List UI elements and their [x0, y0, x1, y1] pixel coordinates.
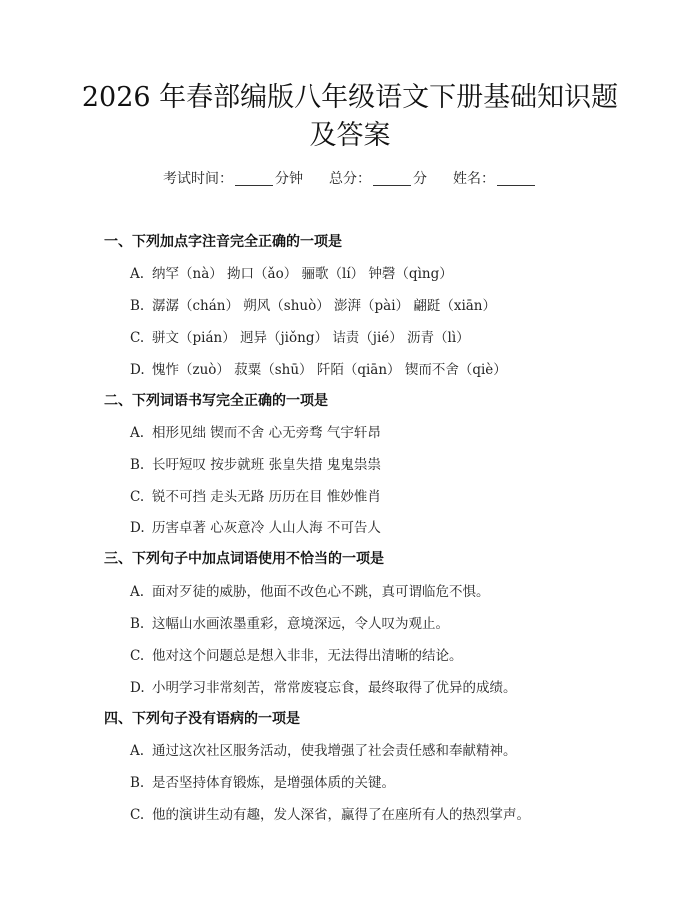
option-letter: D.	[130, 520, 145, 536]
option-2c[interactable]	[130, 485, 381, 505]
time-unit: 分钟	[275, 171, 303, 187]
option-text: 小明学习非常刻苦，常常废寝忘食，最终取得了优异的成绩。	[152, 680, 517, 696]
option-text: 相形见绌 锲而不舍 心无旁骛 气宇轩昂	[152, 425, 381, 441]
option-3a[interactable]	[130, 580, 490, 600]
question-4-heading: 四、下列句子没有语病的一项是	[104, 711, 300, 727]
option-3d[interactable]	[130, 676, 517, 696]
option-letter: B.	[130, 775, 145, 791]
option-letter: A.	[130, 584, 145, 600]
option-4c[interactable]	[130, 803, 530, 823]
option-letter: C.	[130, 648, 145, 664]
option-1a[interactable]	[130, 262, 453, 282]
page-title: 2026 年春部编版八年级语文下册基础知识题	[81, 82, 619, 113]
name-label: 姓名：	[453, 171, 495, 187]
option-text: 通过这次社区服务活动，使我增强了社会责任感和奉献精神。	[152, 743, 517, 759]
option-text: 纳罕（nà） 拗口（ǎo） 骊歌（lí） 钟磬（qìng）	[152, 266, 453, 282]
option-1d[interactable]	[130, 358, 507, 378]
option-letter: C.	[130, 330, 145, 346]
option-letter: B.	[130, 616, 145, 632]
option-letter: A.	[130, 743, 145, 759]
score-unit: 分	[413, 171, 427, 187]
question-1-heading: 一、下列加点字注音完全正确的一项是	[104, 234, 342, 250]
option-2a[interactable]	[130, 421, 381, 441]
option-letter: D.	[130, 680, 145, 696]
exam-meta	[0, 168, 700, 188]
option-text: 愧怍（zuò） 菽粟（shū） 阡陌（qiān） 锲而不舍（qiè）	[152, 362, 507, 378]
option-text: 面对歹徒的威胁，他面不改色心不跳，真可谓临危不惧。	[152, 584, 490, 600]
option-text: 锐不可挡 走头无路 历历在目 惟妙惟肖	[152, 489, 381, 505]
time-label: 考试时间：	[163, 171, 233, 187]
option-letter: A.	[130, 266, 145, 282]
option-text: 这幅山水画浓墨重彩，意境深远，令人叹为观止。	[152, 616, 449, 632]
page-title-line2: 及答案	[309, 120, 391, 151]
option-2d[interactable]	[130, 516, 381, 536]
name-blank[interactable]	[497, 171, 535, 186]
option-2b[interactable]	[130, 453, 381, 473]
question-2-heading: 二、下列词语书写完全正确的一项是	[104, 393, 328, 409]
score-blank[interactable]	[373, 171, 411, 186]
option-3c[interactable]	[130, 644, 463, 664]
option-text: 是否坚持体育锻炼，是增强体质的关键。	[152, 775, 395, 791]
option-text: 历害卓著 心灰意冷 人山人海 不可告人	[152, 520, 381, 536]
option-text: 他对这个问题总是想入非非，无法得出清晰的结论。	[152, 648, 463, 664]
option-text: 骈文（pián） 迥异（jiǒng） 诘责（jié） 沥青（lì）	[152, 330, 470, 346]
option-letter: C.	[130, 807, 145, 823]
option-1c[interactable]	[130, 326, 470, 346]
option-letter: A.	[130, 425, 145, 441]
option-1b[interactable]	[130, 294, 496, 314]
option-letter: D.	[130, 362, 145, 378]
option-letter: B.	[130, 298, 145, 314]
option-3b[interactable]	[130, 612, 449, 632]
question-3-heading: 三、下列句子中加点词语使用不恰当的一项是	[104, 551, 384, 567]
option-4b[interactable]	[130, 771, 395, 791]
option-text: 长吁短叹 按步就班 张皇失措 鬼鬼祟祟	[152, 457, 381, 473]
option-4a[interactable]	[130, 739, 517, 759]
score-label: 总分：	[329, 171, 371, 187]
option-text: 他的演讲生动有趣，发人深省，赢得了在座所有人的热烈掌声。	[152, 807, 530, 823]
option-text: 潺潺（chán） 朔风（shuò） 澎湃（pài） 翩跹（xiān）	[152, 298, 496, 314]
time-blank[interactable]	[235, 171, 273, 186]
option-letter: C.	[130, 489, 145, 505]
option-letter: B.	[130, 457, 145, 473]
